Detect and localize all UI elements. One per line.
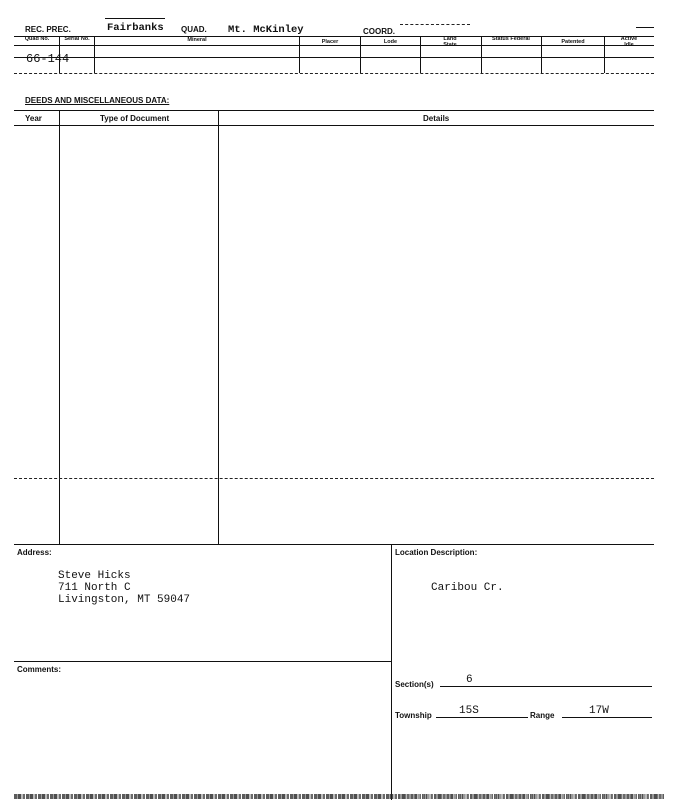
range-label: Range — [530, 711, 555, 720]
col-header-details: Details — [423, 114, 450, 123]
col-header-mineral: Mineral — [187, 37, 207, 43]
col-header-land-state: Land State — [443, 36, 457, 48]
col-divider — [420, 37, 421, 73]
address-block — [58, 570, 190, 606]
col-header-patented: Patented — [561, 39, 585, 45]
deeds-table-bottom — [14, 544, 654, 545]
deeds-section-title: DEEDS AND MISCELLANEOUS DATA: — [25, 96, 170, 105]
comments-label: Comments: — [17, 665, 62, 674]
quad-label: QUAD. — [181, 25, 207, 34]
col-divider — [481, 37, 482, 73]
rec-prec-value: Fairbanks — [107, 22, 164, 34]
rule — [636, 27, 654, 28]
rule — [400, 24, 470, 25]
section-label: Section(s) — [395, 680, 434, 689]
range-underline — [562, 717, 652, 718]
col-divider — [604, 37, 605, 73]
rec-prec-label: REC. PREC. — [25, 25, 71, 34]
section-underline — [440, 686, 652, 687]
location-description-label: Location Description: — [395, 548, 478, 557]
location-description-value: Caribou Cr. — [431, 582, 504, 594]
deeds-dashed-divider — [14, 478, 654, 479]
address-label: Address: — [17, 548, 52, 557]
col-header-placer: Placer — [321, 39, 339, 45]
col-header-quad-no: Quad No. — [24, 36, 50, 42]
scan-artifact — [400, 794, 664, 799]
coord-label: COORD. — [363, 27, 395, 36]
quad-number-value: 66-144 — [26, 52, 70, 66]
rule — [105, 18, 165, 19]
comments-divider — [14, 661, 391, 662]
header-table-top — [14, 36, 654, 37]
address-street: 711 North C — [58, 582, 131, 594]
col-header-status-federal: Status Federal — [492, 36, 530, 42]
col-header-year: Year — [25, 114, 42, 123]
address-city: Livingston, MT 59047 — [58, 594, 191, 606]
header-table-bottom — [14, 73, 654, 74]
deeds-table-top — [14, 110, 654, 111]
header-table-divider — [14, 57, 654, 58]
section-value: 6 — [466, 674, 473, 686]
township-underline — [436, 717, 528, 718]
col-header-active-idle: Active Idle — [620, 36, 638, 48]
bottom-col-divider — [391, 545, 392, 800]
col-header-lode: Lode — [383, 39, 398, 45]
col-header-type-of-document: Type of Document — [100, 114, 170, 123]
range-value: 17W — [589, 705, 609, 717]
township-label: Township — [395, 711, 432, 720]
township-value: 15S — [459, 705, 479, 717]
col-header-serial-no: Serial No. — [64, 36, 90, 42]
deeds-header-bottom — [14, 125, 654, 126]
address-name: Steve Hicks — [58, 570, 131, 582]
quad-value: Mt. McKinley — [228, 24, 304, 36]
